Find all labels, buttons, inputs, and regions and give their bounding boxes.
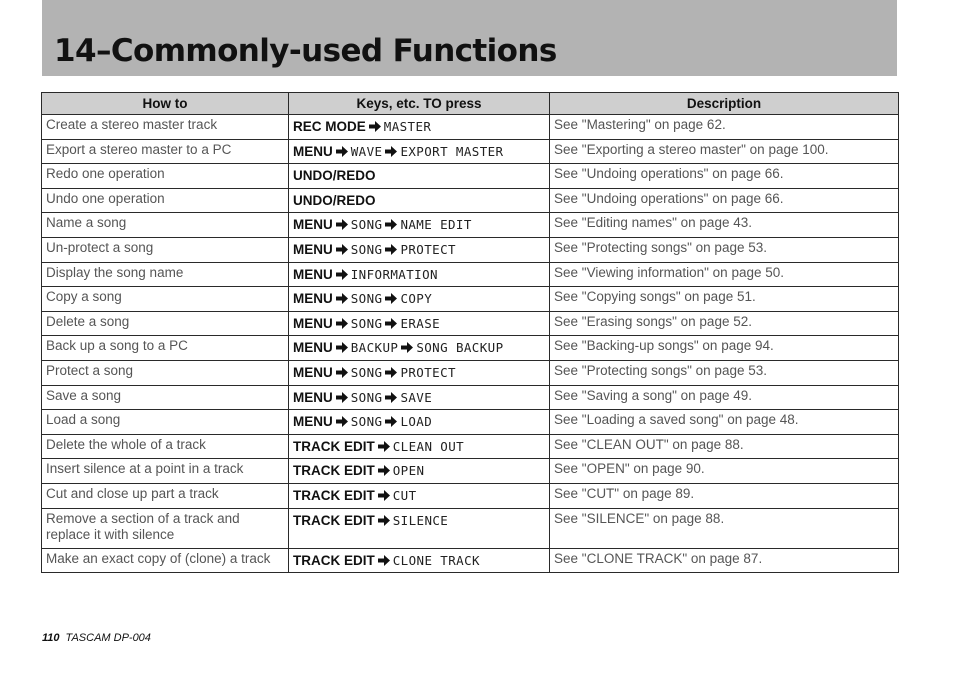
how-to-cell: Protect a song	[42, 360, 289, 385]
how-to-cell: Create a stereo master track	[42, 115, 289, 140]
display-item: SONG	[350, 217, 383, 233]
right-arrow-icon	[336, 340, 348, 355]
key-label: UNDO/REDO	[293, 192, 376, 208]
display-item: NAME EDIT	[400, 217, 472, 233]
right-arrow-icon	[378, 439, 390, 454]
page-footer	[42, 632, 151, 644]
display-item: OPEN	[392, 463, 425, 479]
display-item: CLONE TRACK	[392, 552, 480, 568]
how-to-cell: Make an exact copy of (clone) a track	[42, 548, 289, 573]
how-to-cell: Undo one operation	[42, 188, 289, 213]
description-cell: See "SILENCE" on page 88.	[550, 508, 899, 548]
table-row	[42, 164, 899, 189]
how-to-cell: Delete a song	[42, 311, 289, 336]
keys-cell	[289, 287, 550, 312]
product-model: TASCAM DP-004	[65, 632, 151, 644]
description-cell: See "Exporting a stereo master" on page 100.	[550, 139, 899, 164]
how-to-cell: Insert silence at a point in a track	[42, 459, 289, 484]
keys-cell	[289, 164, 550, 189]
right-arrow-icon	[336, 365, 348, 380]
key-label: TRACK EDIT	[293, 487, 375, 503]
right-arrow-icon	[369, 119, 381, 134]
how-to-cell: Save a song	[42, 385, 289, 410]
display-item: PROTECT	[400, 241, 456, 257]
display-item: BACKUP	[350, 340, 399, 356]
how-to-cell: Export a stereo master to a PC	[42, 139, 289, 164]
table-row	[42, 311, 899, 336]
table-row	[42, 360, 899, 385]
keys-cell	[289, 188, 550, 213]
right-arrow-icon	[336, 316, 348, 331]
how-to-cell: Delete the whole of a track	[42, 434, 289, 459]
right-arrow-icon	[385, 291, 397, 306]
right-arrow-icon	[385, 316, 397, 331]
description-cell: See "Undoing operations" on page 66.	[550, 164, 899, 189]
description-cell: See "Backing-up songs" on page 94.	[550, 336, 899, 361]
display-item: SONG	[350, 364, 383, 380]
table-row	[42, 188, 899, 213]
description-cell: See "CLONE TRACK" on page 87.	[550, 548, 899, 573]
how-to-cell: Display the song name	[42, 262, 289, 287]
key-label: MENU	[293, 241, 333, 257]
right-arrow-icon	[336, 414, 348, 429]
key-label: MENU	[293, 291, 333, 307]
right-arrow-icon	[336, 217, 348, 232]
table-row	[42, 548, 899, 573]
description-cell: See "Undoing operations" on page 66.	[550, 188, 899, 213]
right-arrow-icon	[336, 144, 348, 159]
display-item: COPY	[400, 291, 433, 307]
right-arrow-icon	[385, 390, 397, 405]
table-row	[42, 237, 899, 262]
keys-cell	[289, 262, 550, 287]
right-arrow-icon	[385, 414, 397, 429]
how-to-cell: Redo one operation	[42, 164, 289, 189]
key-label: MENU	[293, 340, 333, 356]
right-arrow-icon	[336, 242, 348, 257]
column-header-how-to: How to	[42, 93, 289, 115]
display-item: PROTECT	[400, 364, 456, 380]
table-row	[42, 385, 899, 410]
table-row	[42, 139, 899, 164]
table-row	[42, 336, 899, 361]
key-label: TRACK EDIT	[293, 512, 375, 528]
keys-cell	[289, 237, 550, 262]
table-row	[42, 287, 899, 312]
keys-cell	[289, 548, 550, 573]
description-cell: See "CUT" on page 89.	[550, 483, 899, 508]
display-item: SAVE	[400, 389, 433, 405]
description-cell: See "Copying songs" on page 51.	[550, 287, 899, 312]
display-item: LOAD	[400, 414, 433, 430]
how-to-cell: Back up a song to a PC	[42, 336, 289, 361]
right-arrow-icon	[336, 267, 348, 282]
display-item: SONG	[350, 315, 383, 331]
key-label: MENU	[293, 266, 333, 282]
keys-cell	[289, 410, 550, 435]
display-item: MASTER	[383, 119, 432, 134]
keys-cell	[289, 434, 550, 459]
right-arrow-icon	[385, 144, 397, 159]
display-item: SILENCE	[392, 512, 449, 528]
right-arrow-icon	[385, 365, 397, 380]
display-item: SONG	[350, 389, 383, 405]
table-row	[42, 508, 899, 548]
display-item: SONG	[350, 414, 383, 430]
description-cell: See "Protecting songs" on page 53.	[550, 360, 899, 385]
key-label: TRACK EDIT	[293, 438, 375, 454]
description-cell: See "Viewing information" on page 50.	[550, 262, 899, 287]
column-header-keys: Keys, etc. TO press	[289, 93, 550, 115]
column-header-description: Description	[550, 93, 899, 115]
display-item: CLEAN OUT	[392, 438, 465, 454]
key-label: MENU	[293, 414, 333, 430]
display-item: SONG	[350, 241, 383, 257]
table-row	[42, 459, 899, 484]
keys-cell	[289, 459, 550, 484]
right-arrow-icon	[336, 291, 348, 306]
table-row	[42, 262, 899, 287]
key-label: TRACK EDIT	[293, 552, 375, 568]
table-row	[42, 213, 899, 238]
right-arrow-icon	[378, 463, 390, 478]
table-row	[42, 434, 899, 459]
keys-cell	[289, 139, 550, 164]
right-arrow-icon	[401, 340, 413, 355]
display-item: WAVE	[350, 143, 383, 159]
description-cell: See "CLEAN OUT" on page 88.	[550, 434, 899, 459]
description-cell: See "Erasing songs" on page 52.	[550, 311, 899, 336]
key-label: REC MODE	[293, 119, 366, 134]
display-item: INFORMATION	[350, 266, 438, 282]
keys-cell	[289, 336, 550, 361]
display-item: CUT	[392, 487, 417, 503]
description-cell: See "Saving a song" on page 49.	[550, 385, 899, 410]
right-arrow-icon	[378, 513, 390, 528]
how-to-cell: Name a song	[42, 213, 289, 238]
right-arrow-icon	[378, 488, 390, 503]
display-item: ERASE	[400, 315, 441, 331]
right-arrow-icon	[385, 217, 397, 232]
keys-cell	[289, 360, 550, 385]
keys-cell	[289, 115, 550, 140]
right-arrow-icon	[385, 242, 397, 257]
description-cell: See "Mastering" on page 62.	[550, 115, 899, 140]
how-to-cell: Load a song	[42, 410, 289, 435]
right-arrow-icon	[378, 553, 390, 568]
chapter-title: 14–Commonly-used Functions	[54, 33, 557, 69]
right-arrow-icon	[336, 390, 348, 405]
key-label: MENU	[293, 217, 333, 233]
how-to-cell: Copy a song	[42, 287, 289, 312]
display-item: EXPORT MASTER	[400, 143, 504, 159]
how-to-cell: Cut and close up part a track	[42, 483, 289, 508]
display-item: SONG BACKUP	[416, 340, 504, 356]
keys-cell	[289, 385, 550, 410]
keys-cell	[289, 508, 550, 548]
functions-table	[41, 92, 899, 573]
keys-cell	[289, 311, 550, 336]
key-label: MENU	[293, 143, 333, 159]
key-label: TRACK EDIT	[293, 463, 375, 479]
table-row	[42, 483, 899, 508]
table-row	[42, 115, 899, 140]
how-to-cell: Un-protect a song	[42, 237, 289, 262]
description-cell: See "OPEN" on page 90.	[550, 459, 899, 484]
display-item: SONG	[350, 291, 383, 307]
table-row	[42, 410, 899, 435]
keys-cell	[289, 483, 550, 508]
description-cell: See "Editing names" on page 43.	[550, 213, 899, 238]
key-label: UNDO/REDO	[293, 168, 376, 184]
key-label: MENU	[293, 389, 333, 405]
key-label: MENU	[293, 315, 333, 331]
table-header-row	[42, 93, 899, 115]
description-cell: See "Loading a saved song" on page 48.	[550, 410, 899, 435]
page-number: 110	[42, 632, 60, 644]
chapter-header-band	[42, 0, 897, 76]
keys-cell	[289, 213, 550, 238]
key-label: MENU	[293, 364, 333, 380]
description-cell: See "Protecting songs" on page 53.	[550, 237, 899, 262]
how-to-cell: Remove a section of a track and replace it with silence	[42, 508, 289, 548]
